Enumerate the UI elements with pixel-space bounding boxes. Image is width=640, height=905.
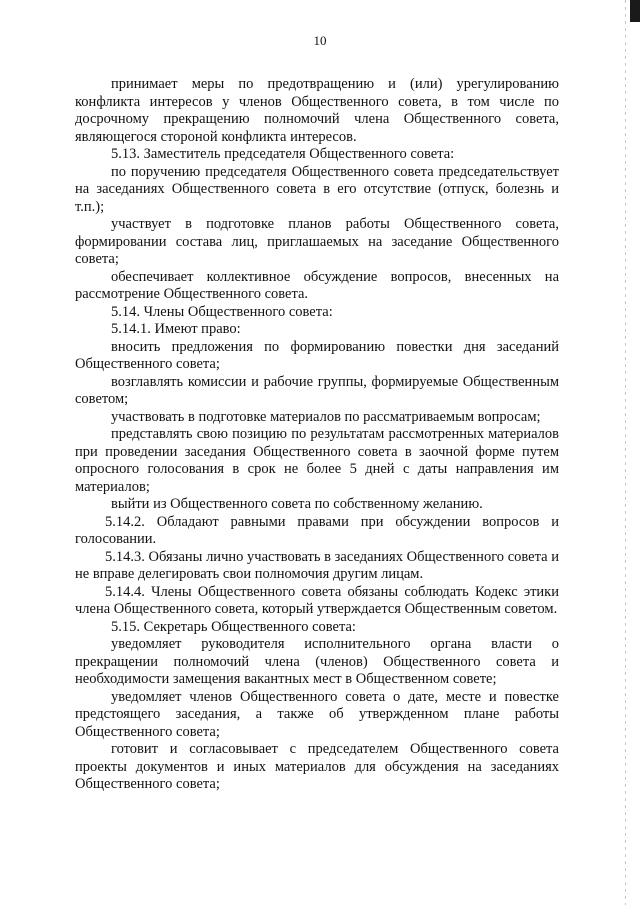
section-5-14-2: 5.14.2. Обладают равными правами при обсуждении вопросов и голосовании. xyxy=(75,513,559,547)
paragraph-deputy-plans: участвует в подготовке планов работы Общественного совета, формировании состава лиц, приглашаемых на заседание Общественного совета; xyxy=(75,216,559,267)
paragraph-conflict-measures: принимает меры по предотвращению и (или) урегулированию конфликта интересов у членов Общественного совета, в том числе по досрочному прекращению полномочий члена Общественного совета, являющегося стороной конфликта интересов. xyxy=(75,76,559,145)
section-5-14-4: 5.14.4. Члены Общественного совета обязаны соблюдать Кодекс этики члена Общественного совета, который утверждается Общественным советом. xyxy=(75,583,559,617)
section-heading-5-14: 5.14. Члены Общественного совета: xyxy=(111,303,333,320)
scan-edge-line xyxy=(625,0,626,905)
section-heading-5-13: 5.13. Заместитель председателя Общественного совета: xyxy=(111,146,455,162)
paragraph-member-materials: участвовать в подготовке материалов по рассматриваемым вопросам; xyxy=(111,408,541,425)
paragraph-member-agenda: вносить предложения по формированию повестки дня заседаний Общественного совета; xyxy=(75,338,559,372)
paragraph-deputy-discussion: обеспечивает коллективное обсуждение вопросов, внесенных на рассмотрение Общественного совета. xyxy=(75,268,559,302)
page-number: 10 xyxy=(313,33,327,48)
paragraph-member-leave: выйти из Общественного совета по собственному желанию. xyxy=(111,496,483,512)
paragraph-member-position: представлять свою позицию по результатам рассмотренных материалов при проведении заседания Общественного совета в заочной форме путем опросного голосования в срок не более 5 дней с даты направления им материалов; xyxy=(75,426,559,495)
document-body xyxy=(75,76,559,794)
paragraph-deputy-chairs: по поручению председателя Общественного совета председательствует на заседаниях Общественного совета в его отсутствие (отпуск, болезнь и т.п.); xyxy=(75,163,559,215)
section-heading-5-15: 5.15. Секретарь Общественного совета: xyxy=(111,618,356,635)
paragraph-member-commissions: возглавлять комиссии и рабочие группы, формируемые Общественным советом; xyxy=(75,373,559,407)
paragraph-secretary-notify-members: уведомляет членов Общественного совета о дате, месте и повестке предстоящего заседания, а также об утвержденном плане работы Общественного совета; xyxy=(75,688,559,740)
scan-corner-mark xyxy=(630,0,640,22)
section-5-14-3: 5.14.3. Обязаны лично участвовать в заседаниях Общественного совета и не вправе делегировать свои полномочия другим лицам. xyxy=(75,548,559,582)
paragraph-secretary-notify-head: уведомляет руководителя исполнительного органа власти о прекращении полномочий члена (членов) Общественного совета и необходимости замещения вакантных мест в Общественном совете; xyxy=(75,636,559,687)
paragraph-secretary-prepares: готовит и согласовывает с председателем Общественного совета проекты документов и иных материалов для обсуждения на заседаниях Общественного совета; xyxy=(75,741,559,792)
section-heading-5-14-1: 5.14.1. Имеют право: xyxy=(111,321,241,337)
